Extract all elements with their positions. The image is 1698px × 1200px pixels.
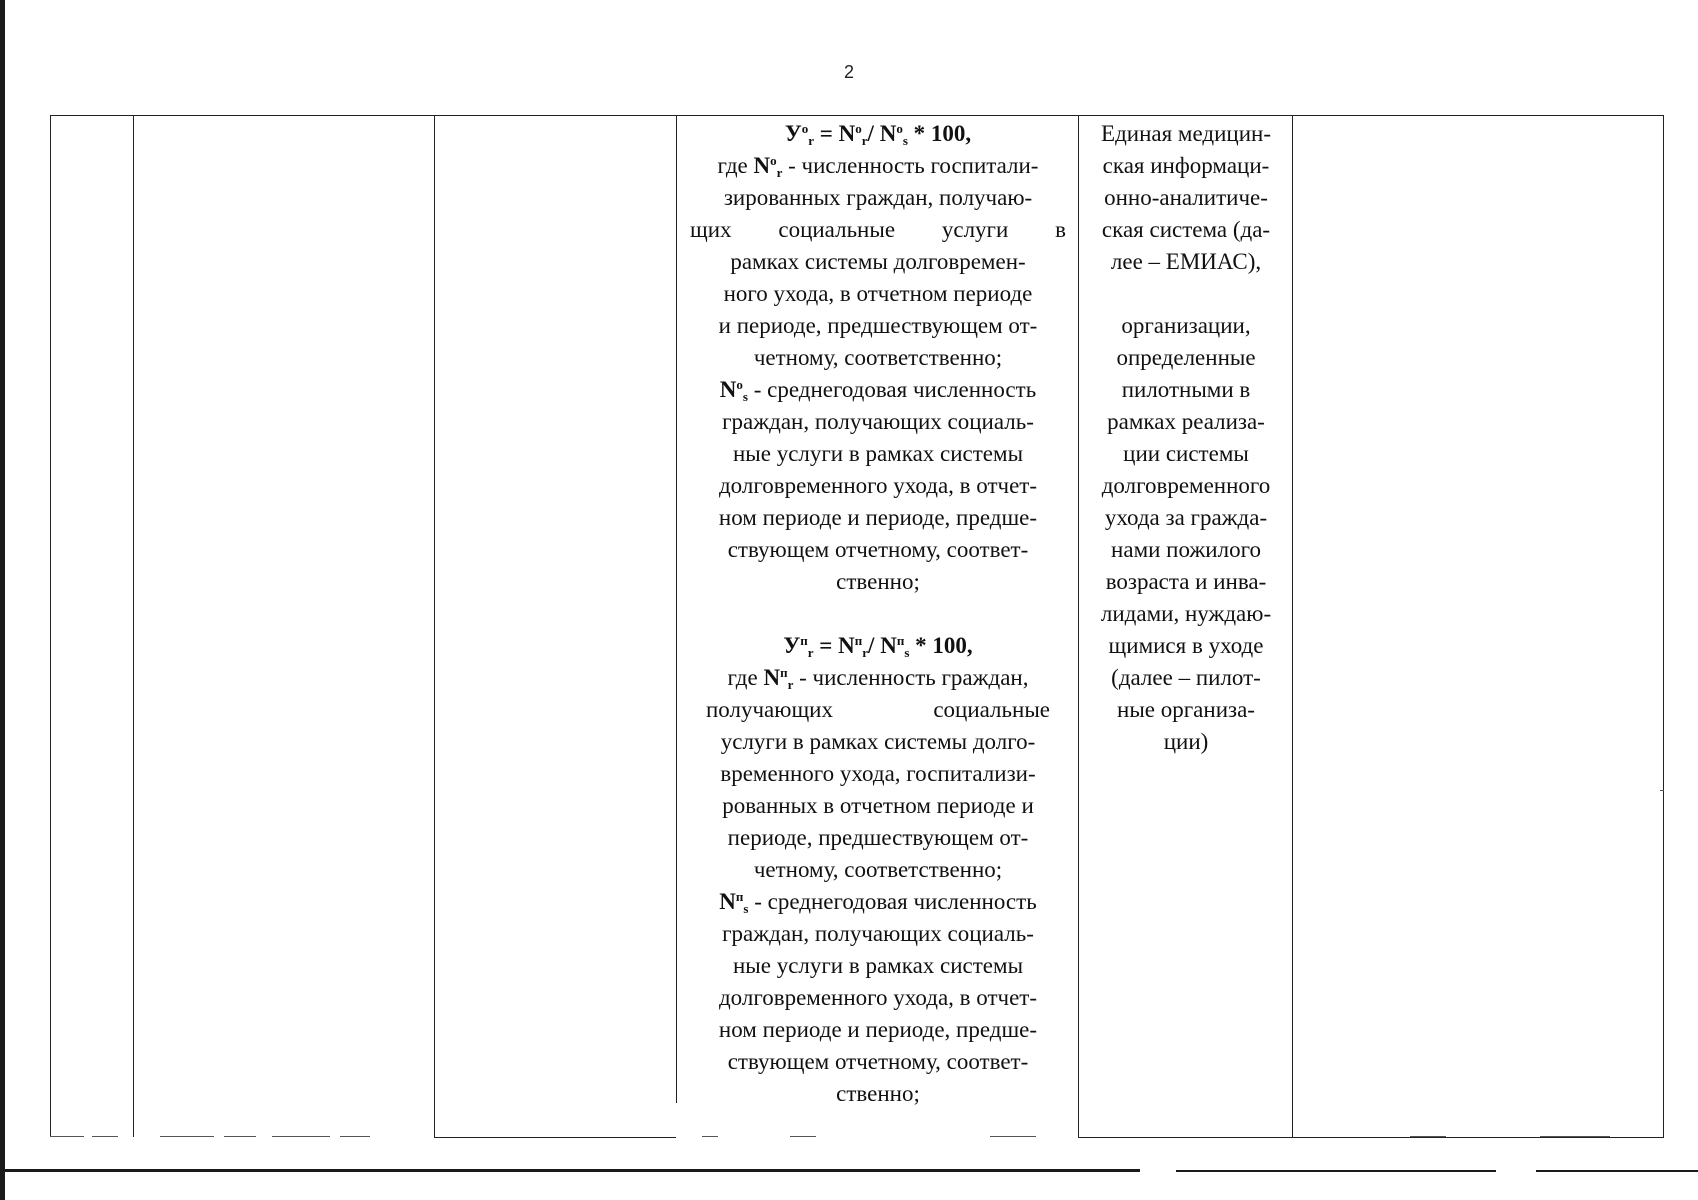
data-source-cell: [1081, 118, 1291, 758]
source-line: ская информаци-: [1102, 153, 1270, 178]
table-bottom-border: [434, 1137, 676, 1138]
column-divider: [133, 115, 134, 1137]
definition-line: ном периоде и периоде, предше-: [718, 1017, 1038, 1042]
formula-cell: [678, 118, 1078, 1110]
column-divider: [434, 115, 435, 1137]
definition-line: ном периоде и периоде, предше-: [718, 505, 1038, 530]
definition-line: где $N^о_r$ - численность госпитали-: [717, 153, 1039, 180]
definition-line: где $N^п_r$ - численность граждан,: [727, 665, 1029, 692]
definition-line: ные услуги в рамках системы: [732, 441, 1024, 466]
definition-line: граждан, получающих социаль-: [722, 409, 1034, 434]
definition-line: ственно;: [836, 1081, 920, 1106]
definition-line: услуги в рамках системы долго-: [720, 729, 1036, 754]
definition-line: рованных в отчетном периоде и: [722, 793, 1034, 818]
scan-dash: [1410, 1136, 1446, 1137]
source-line: Единая медицин-: [1101, 121, 1271, 146]
definition-line: ственно;: [836, 569, 920, 594]
source-line: щимися в уходе: [1108, 633, 1264, 658]
blank-line: [678, 598, 1078, 630]
column-divider: [1292, 115, 1293, 1137]
definition-line: $N^п_s$ - среднегодовая численность: [719, 889, 1037, 916]
scan-dash: [990, 1136, 1036, 1137]
definition-line: зированных граждан, получаю-: [723, 185, 1033, 210]
definition-line: $N^о_s$ - среднегодовая численность: [719, 377, 1037, 404]
scan-dash: [50, 1136, 84, 1137]
blank-line: [1081, 278, 1291, 310]
page-number: 2: [843, 62, 854, 82]
source-line: (далее – пилот-: [1111, 665, 1261, 690]
scan-dash: [92, 1136, 118, 1137]
definition-line: временного ухода, госпитализи-: [720, 761, 1036, 786]
scan-dash: [224, 1136, 256, 1137]
table-top-border: [50, 115, 1664, 116]
source-line: лидами, нуждаю-: [1100, 601, 1272, 626]
definition-line: ствующем отчетному, соответ-: [727, 1049, 1029, 1074]
table-bottom-border: [1078, 1137, 1292, 1138]
definition-line: получающих социальные: [706, 697, 1050, 722]
source-line: рамках реализа-: [1107, 409, 1265, 434]
column-divider: [50, 115, 51, 1137]
source-line: лее – ЕМИАС),: [1110, 249, 1262, 274]
definition-line: рамках системы долговремен-: [730, 249, 1026, 274]
column-divider: [676, 115, 677, 1103]
scan-dash: [160, 1136, 214, 1137]
formula-elderly: $У^о_r = N^о_r/$ $N^о_s * 100$,: [784, 121, 972, 148]
column-divider: [1078, 115, 1079, 1137]
source-line: ции): [1163, 729, 1209, 754]
source-line: ции системы: [1123, 441, 1249, 466]
definition-line: четному, соответственно;: [753, 857, 1003, 882]
column-divider: [1663, 115, 1664, 1137]
definition-line: и периоде, предшествующем от-: [718, 313, 1038, 338]
source-line: возраста и инва-: [1105, 569, 1267, 594]
scan-dash: [340, 1136, 370, 1137]
definition-line: ные услуги в рамках системы: [732, 953, 1024, 978]
scan-dash: [1660, 790, 1664, 791]
source-line: долговременного: [1101, 473, 1271, 498]
bottom-rule: [1176, 1170, 1496, 1172]
scan-dash: [272, 1136, 330, 1137]
definition-line: долговременного ухода, в отчет-: [718, 985, 1037, 1010]
scan-dash: [1540, 1136, 1610, 1137]
scan-dash: [702, 1136, 718, 1137]
scan-dash: [790, 1136, 816, 1137]
source-line: ская система (да-: [1101, 217, 1271, 242]
definition-line: ного ухода, в отчетном периоде: [723, 281, 1033, 306]
formula-disabled: $У^п_r = N^п_r/$ $N^п_s * 100$,: [783, 633, 973, 660]
source-line: ухода за гражда-: [1104, 505, 1268, 530]
source-line: организации,: [1121, 313, 1251, 338]
definition-line: граждан, получающих социаль-: [722, 921, 1034, 946]
bottom-rule: [0, 1169, 1140, 1172]
definition-line: периоде, предшествующем от-: [727, 825, 1029, 850]
definition-line: четному, соответственно;: [753, 345, 1003, 370]
definition-line: ствующем отчетному, соответ-: [727, 537, 1029, 562]
source-line: ные организа-: [1117, 697, 1255, 722]
definition-line: щих социальные услуги в: [690, 217, 1066, 242]
definition-line: долговременного ухода, в отчет-: [718, 473, 1037, 498]
bottom-rule: [1536, 1170, 1698, 1172]
source-line: нами пожилого: [1111, 537, 1261, 562]
source-line: пилотными в: [1121, 377, 1251, 402]
table-bottom-border: [1292, 1137, 1664, 1138]
source-line: определенные: [1116, 345, 1256, 370]
source-line: онно-аналитиче-: [1104, 185, 1268, 210]
scan-edge: [0, 0, 5, 1200]
